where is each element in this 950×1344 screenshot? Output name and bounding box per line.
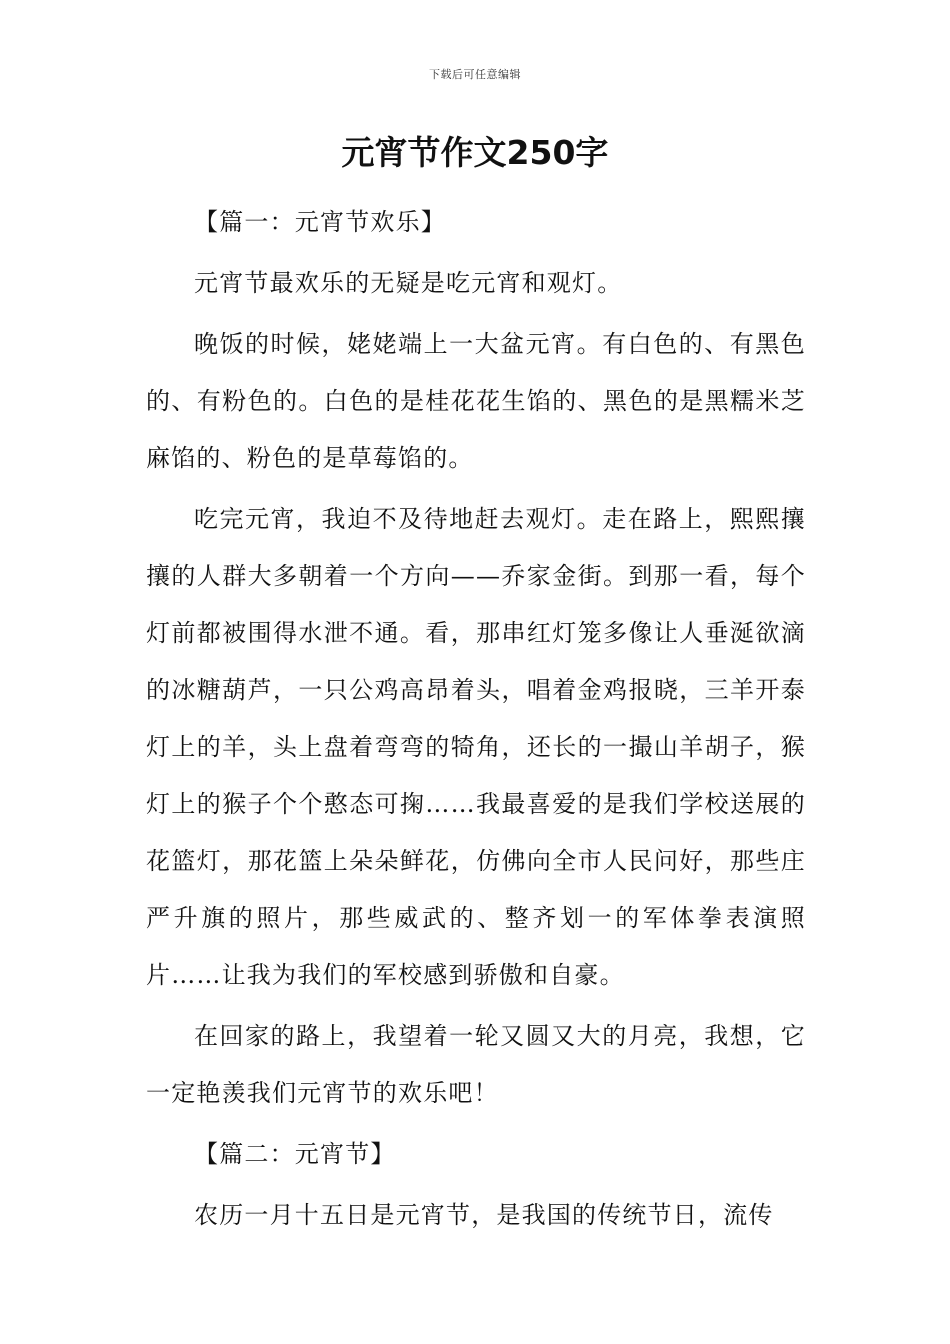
paragraph: 吃完元宵，我迫不及待地赶去观灯。走在路上，熙熙攘攘的人群大多朝着一个方向——乔家金街。到那一看，每个灯前都被围得水泄不通。看，那串红灯笼多像让人垂涎欲滴的冰糖葫芦，一只公鸡高昂着头，唱着金鸡报晓，三羊开泰灯上的羊，头上盘着弯弯的犄角，还长的一撮山羊胡子，猴灯上的猴子个个憨态可掬……我最喜爱的是我们学校送展的花篮灯，那花篮上朵朵鲜花，仿佛向全市人民问好，那些庄严升旗的照片，那些威武的、整齐划一的军体拳表演照片……让我为我们的军校感到骄傲和自豪。 xyxy=(146,505,806,989)
document-title: 元宵节作文250字 xyxy=(341,133,609,172)
paragraph: 在回家的路上，我望着一轮又圆又大的月亮，我想，它一定艳羡我们元宵节的欢乐吧！ xyxy=(146,1022,806,1107)
paragraph: 晚饭的时候，姥姥端上一大盆元宵。有白色的、有黑色的、有粉色的。白色的是桂花花生馅的、黑色的是黑糯米芝麻馅的、粉色的是草莓馅的。 xyxy=(146,330,806,472)
paragraph: 农历一月十五日是元宵节，是我国的传统节日，流传 xyxy=(194,1201,774,1229)
section-heading-1: 【篇一：元宵节欢乐】 xyxy=(194,208,446,236)
paragraph: 元宵节最欢乐的无疑是吃元宵和观灯。 xyxy=(194,269,623,297)
document-body xyxy=(146,194,806,1248)
section-heading-2: 【篇二：元宵节】 xyxy=(194,1140,396,1168)
header-note: 下载后可任意编辑 xyxy=(429,68,521,81)
